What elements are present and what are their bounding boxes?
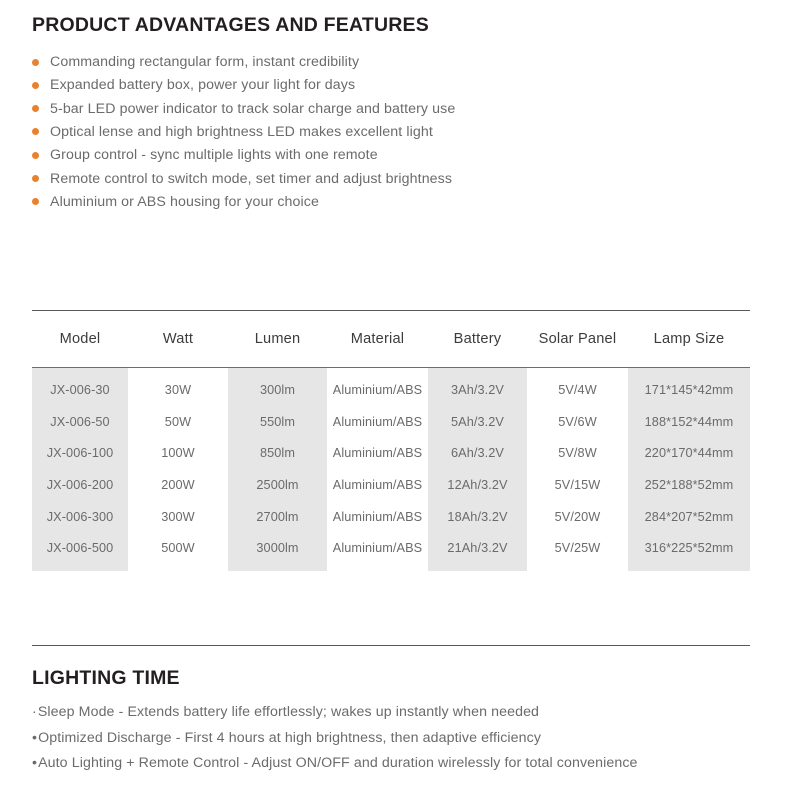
column-header-lumen: Lumen bbox=[254, 331, 301, 347]
list-item bbox=[32, 704, 750, 730]
advantage-text: Remote control to switch mode, set timer and adjust brightness bbox=[50, 170, 453, 187]
cell-lumen: 2700lm bbox=[228, 501, 327, 533]
cell-model: JX-006-50 bbox=[32, 406, 128, 438]
cell-lamp-size: 284*207*52mm bbox=[628, 501, 750, 533]
advantages-section bbox=[32, 14, 750, 213]
list-item bbox=[32, 50, 750, 73]
cell-battery: 21Ah/3.2V bbox=[428, 532, 527, 571]
cell-model: JX-006-500 bbox=[32, 532, 128, 571]
bullet-marker-icon: • bbox=[32, 755, 38, 772]
cell-model: JX-006-200 bbox=[32, 469, 128, 501]
lighting-time-section bbox=[32, 645, 750, 781]
table-row bbox=[32, 501, 750, 533]
list-item bbox=[32, 120, 750, 143]
lighting-time-title: LIGHTING TIME bbox=[32, 667, 180, 689]
advantage-text: Aluminium or ABS housing for your choice bbox=[50, 193, 319, 210]
cell-battery: 12Ah/3.2V bbox=[428, 469, 527, 501]
bullet-marker-icon: • bbox=[32, 729, 38, 746]
cell-solar-panel: 5V/4W bbox=[558, 382, 597, 397]
list-item bbox=[32, 755, 750, 781]
cell-battery: 3Ah/3.2V bbox=[428, 368, 527, 406]
spec-table-section bbox=[32, 310, 750, 571]
table-row bbox=[32, 532, 750, 571]
table-row bbox=[32, 406, 750, 438]
table-row bbox=[32, 437, 750, 469]
advantage-text: Optical lense and high brightness LED makes excellent light bbox=[50, 123, 433, 140]
cell-lumen: 550lm bbox=[228, 406, 327, 438]
column-header-model: Model bbox=[59, 331, 101, 347]
cell-battery: 5Ah/3.2V bbox=[428, 406, 527, 438]
cell-material: Aluminium/ABS bbox=[332, 446, 423, 461]
cell-solar-panel: 5V/15W bbox=[554, 477, 601, 492]
cell-solar-panel: 5V/8W bbox=[558, 446, 597, 461]
cell-material: Aluminium/ABS bbox=[332, 382, 423, 397]
cell-lamp-size: 188*152*44mm bbox=[628, 406, 750, 438]
cell-watt: 100W bbox=[161, 446, 195, 461]
cell-battery: 6Ah/3.2V bbox=[428, 437, 527, 469]
cell-material: Aluminium/ABS bbox=[332, 414, 423, 429]
column-header-solar-panel: Solar Panel bbox=[538, 331, 617, 347]
cell-lumen: 3000lm bbox=[228, 532, 327, 571]
cell-lamp-size: 252*188*52mm bbox=[628, 469, 750, 501]
cell-solar-panel: 5V/20W bbox=[554, 509, 601, 524]
cell-material: Aluminium/ABS bbox=[332, 477, 423, 492]
bullet-marker-icon: · bbox=[32, 704, 37, 721]
list-item bbox=[32, 167, 750, 190]
list-item bbox=[32, 74, 750, 97]
page-title: PRODUCT ADVANTAGES AND FEATURES bbox=[32, 14, 429, 36]
list-item bbox=[32, 97, 750, 120]
cell-lumen: 850lm bbox=[228, 437, 327, 469]
bullet-dot-icon bbox=[32, 175, 39, 182]
cell-watt: 200W bbox=[161, 477, 195, 492]
bullet-dot-icon bbox=[32, 152, 39, 159]
cell-lumen: 300lm bbox=[228, 368, 327, 406]
column-header-lamp-size: Lamp Size bbox=[653, 331, 725, 347]
bullet-dot-icon bbox=[32, 105, 39, 112]
bullet-dot-icon bbox=[32, 59, 39, 66]
cell-material: Aluminium/ABS bbox=[332, 509, 423, 524]
cell-watt: 500W bbox=[161, 541, 195, 556]
advantage-text: Commanding rectangular form, instant credibility bbox=[50, 54, 360, 71]
cell-watt: 50W bbox=[164, 414, 192, 429]
advantage-text: 5-bar LED power indicator to track solar charge and battery use bbox=[50, 100, 456, 117]
cell-lamp-size: 220*170*44mm bbox=[628, 437, 750, 469]
spec-table bbox=[32, 311, 750, 367]
lighting-time-list bbox=[32, 704, 750, 781]
cell-watt: 30W bbox=[164, 382, 192, 397]
cell-lamp-size: 171*145*42mm bbox=[628, 368, 750, 406]
column-header-watt: Watt bbox=[162, 331, 194, 347]
cell-material: Aluminium/ABS bbox=[332, 541, 423, 556]
column-header-material: Material bbox=[350, 331, 405, 347]
cell-model: JX-006-30 bbox=[32, 368, 128, 406]
list-item bbox=[32, 190, 750, 213]
table-body bbox=[32, 368, 750, 571]
table-row bbox=[32, 469, 750, 501]
advantages-list bbox=[32, 50, 750, 213]
cell-lamp-size: 316*225*52mm bbox=[628, 532, 750, 571]
table-header-row bbox=[32, 311, 750, 367]
spec-table-body bbox=[32, 368, 750, 571]
column-header-battery: Battery bbox=[453, 331, 502, 347]
lighting-top-divider bbox=[32, 645, 750, 646]
list-item bbox=[32, 144, 750, 167]
cell-solar-panel: 5V/25W bbox=[554, 541, 601, 556]
cell-lumen: 2500lm bbox=[228, 469, 327, 501]
list-item bbox=[32, 730, 750, 756]
advantage-text: Group control - sync multiple lights with one remote bbox=[50, 147, 378, 164]
lighting-item-text: Sleep Mode - Extends battery life effortlessly; wakes up instantly when needed bbox=[37, 704, 540, 721]
bullet-dot-icon bbox=[32, 198, 39, 205]
cell-model: JX-006-300 bbox=[32, 501, 128, 533]
table-header bbox=[32, 311, 750, 367]
bullet-dot-icon bbox=[32, 128, 39, 135]
cell-battery: 18Ah/3.2V bbox=[428, 501, 527, 533]
cell-watt: 300W bbox=[161, 509, 195, 524]
lighting-item-text: Auto Lighting + Remote Control - Adjust ON/OFF and duration wirelessly for total convenience bbox=[38, 755, 638, 772]
advantage-text: Expanded battery box, power your light for days bbox=[50, 77, 356, 94]
table-row bbox=[32, 368, 750, 406]
cell-solar-panel: 5V/6W bbox=[558, 414, 597, 429]
cell-model: JX-006-100 bbox=[32, 437, 128, 469]
bullet-dot-icon bbox=[32, 82, 39, 89]
lighting-item-text: Optimized Discharge - First 4 hours at high brightness, then adaptive efficiency bbox=[38, 729, 542, 746]
